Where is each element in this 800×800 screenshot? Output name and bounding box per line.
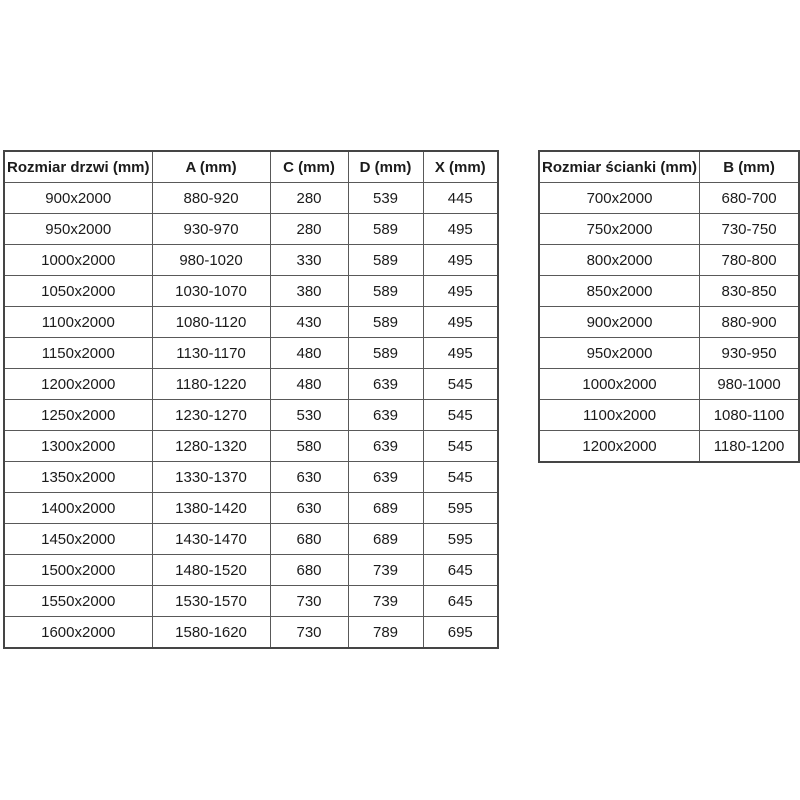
- table-row: [4, 524, 498, 555]
- table-cell: 739: [348, 555, 423, 586]
- table-cell: 1300x2000: [4, 431, 152, 462]
- table-row: [4, 307, 498, 338]
- table-cell: 530: [270, 400, 348, 431]
- table-cell: 589: [348, 307, 423, 338]
- table-cell: 700x2000: [539, 183, 700, 214]
- table-cell: 1380-1420: [152, 493, 270, 524]
- table-row: [4, 462, 498, 493]
- table-cell: 480: [270, 338, 348, 369]
- table-cell: 480: [270, 369, 348, 400]
- table-row: [539, 369, 799, 400]
- table-row: [4, 276, 498, 307]
- table-cell: 639: [348, 431, 423, 462]
- table-cell: 980-1000: [700, 369, 799, 400]
- table-cell: 930-970: [152, 214, 270, 245]
- table-cell: 739: [348, 586, 423, 617]
- table-cell: 1450x2000: [4, 524, 152, 555]
- table-cell: 1200x2000: [539, 431, 700, 463]
- table-cell: 639: [348, 400, 423, 431]
- table-cell: 1130-1170: [152, 338, 270, 369]
- table-cell: 645: [423, 555, 498, 586]
- table-cell: 1530-1570: [152, 586, 270, 617]
- table-row: [4, 493, 498, 524]
- table-row: [4, 555, 498, 586]
- table-cell: 1280-1320: [152, 431, 270, 462]
- table-cell: 595: [423, 524, 498, 555]
- table-row: [4, 245, 498, 276]
- table-cell: 1250x2000: [4, 400, 152, 431]
- table-row: [539, 338, 799, 369]
- table-row: [4, 431, 498, 462]
- table-cell: 730: [270, 617, 348, 649]
- table-cell: 1480-1520: [152, 555, 270, 586]
- table-cell: 1080-1120: [152, 307, 270, 338]
- table-row: [539, 431, 799, 463]
- table-cell: 789: [348, 617, 423, 649]
- table-row: [4, 586, 498, 617]
- table-cell: 545: [423, 369, 498, 400]
- door-size-table: [3, 150, 499, 649]
- table-cell: 545: [423, 400, 498, 431]
- column-header: D (mm): [348, 151, 423, 183]
- table-cell: 800x2000: [539, 245, 700, 276]
- table-cell: 630: [270, 462, 348, 493]
- header-row: [4, 151, 498, 183]
- table-cell: 1000x2000: [4, 245, 152, 276]
- table-cell: 930-950: [700, 338, 799, 369]
- column-header: C (mm): [270, 151, 348, 183]
- table-cell: 680-700: [700, 183, 799, 214]
- table-cell: 495: [423, 276, 498, 307]
- table-row: [539, 400, 799, 431]
- table-cell: 639: [348, 369, 423, 400]
- table-cell: 750x2000: [539, 214, 700, 245]
- table-cell: 1180-1200: [700, 431, 799, 463]
- table-cell: 280: [270, 183, 348, 214]
- table-cell: 445: [423, 183, 498, 214]
- table-cell: 639: [348, 462, 423, 493]
- table-cell: 1330-1370: [152, 462, 270, 493]
- table-row: [4, 617, 498, 649]
- table-cell: 730-750: [700, 214, 799, 245]
- table-cell: 495: [423, 214, 498, 245]
- table-row: [4, 214, 498, 245]
- table-row: [539, 276, 799, 307]
- table-cell: 695: [423, 617, 498, 649]
- table-row: [539, 245, 799, 276]
- table-cell: 900x2000: [4, 183, 152, 214]
- table-cell: 950x2000: [4, 214, 152, 245]
- table-cell: 589: [348, 338, 423, 369]
- table-cell: 495: [423, 307, 498, 338]
- table-row: [4, 338, 498, 369]
- column-header: X (mm): [423, 151, 498, 183]
- table-cell: 980-1020: [152, 245, 270, 276]
- table-cell: 539: [348, 183, 423, 214]
- table-cell: 645: [423, 586, 498, 617]
- table-row: [4, 183, 498, 214]
- table-cell: 1080-1100: [700, 400, 799, 431]
- table-cell: 1100x2000: [539, 400, 700, 431]
- table-cell: 630: [270, 493, 348, 524]
- table-cell: 880-900: [700, 307, 799, 338]
- table-cell: 580: [270, 431, 348, 462]
- table-cell: 545: [423, 462, 498, 493]
- column-header: Rozmiar drzwi (mm): [4, 151, 152, 183]
- table-cell: 1550x2000: [4, 586, 152, 617]
- table-cell: 589: [348, 245, 423, 276]
- table-cell: 689: [348, 493, 423, 524]
- table-cell: 1150x2000: [4, 338, 152, 369]
- table-cell: 595: [423, 493, 498, 524]
- table-cell: 950x2000: [539, 338, 700, 369]
- table-cell: 1500x2000: [4, 555, 152, 586]
- wall-size-table-section: [538, 150, 800, 463]
- table-row: [539, 214, 799, 245]
- table-cell: 680: [270, 524, 348, 555]
- table-row: [4, 369, 498, 400]
- wall-size-table: [538, 150, 800, 463]
- column-header: Rozmiar ścianki (mm): [539, 151, 700, 183]
- column-header: B (mm): [700, 151, 799, 183]
- table-cell: 1580-1620: [152, 617, 270, 649]
- table-cell: 495: [423, 338, 498, 369]
- table-row: [539, 307, 799, 338]
- table-cell: 1400x2000: [4, 493, 152, 524]
- table-cell: 589: [348, 276, 423, 307]
- table-row: [539, 183, 799, 214]
- table-cell: 900x2000: [539, 307, 700, 338]
- table-cell: 689: [348, 524, 423, 555]
- table-cell: 1100x2000: [4, 307, 152, 338]
- table-cell: 730: [270, 586, 348, 617]
- table-cell: 280: [270, 214, 348, 245]
- table-cell: 1000x2000: [539, 369, 700, 400]
- table-cell: 680: [270, 555, 348, 586]
- table-cell: 1030-1070: [152, 276, 270, 307]
- table-cell: 1430-1470: [152, 524, 270, 555]
- table-cell: 1600x2000: [4, 617, 152, 649]
- table-cell: 1230-1270: [152, 400, 270, 431]
- table-cell: 880-920: [152, 183, 270, 214]
- table-cell: 1050x2000: [4, 276, 152, 307]
- table-cell: 1200x2000: [4, 369, 152, 400]
- table-cell: 545: [423, 431, 498, 462]
- table-cell: 1180-1220: [152, 369, 270, 400]
- table-cell: 1350x2000: [4, 462, 152, 493]
- table-cell: 495: [423, 245, 498, 276]
- table-cell: 780-800: [700, 245, 799, 276]
- table-row: [4, 400, 498, 431]
- table-cell: 830-850: [700, 276, 799, 307]
- table-cell: 850x2000: [539, 276, 700, 307]
- table-cell: 330: [270, 245, 348, 276]
- table-cell: 589: [348, 214, 423, 245]
- column-header: A (mm): [152, 151, 270, 183]
- door-size-table-section: [3, 150, 499, 649]
- table-cell: 380: [270, 276, 348, 307]
- header-row: [539, 151, 799, 183]
- table-cell: 430: [270, 307, 348, 338]
